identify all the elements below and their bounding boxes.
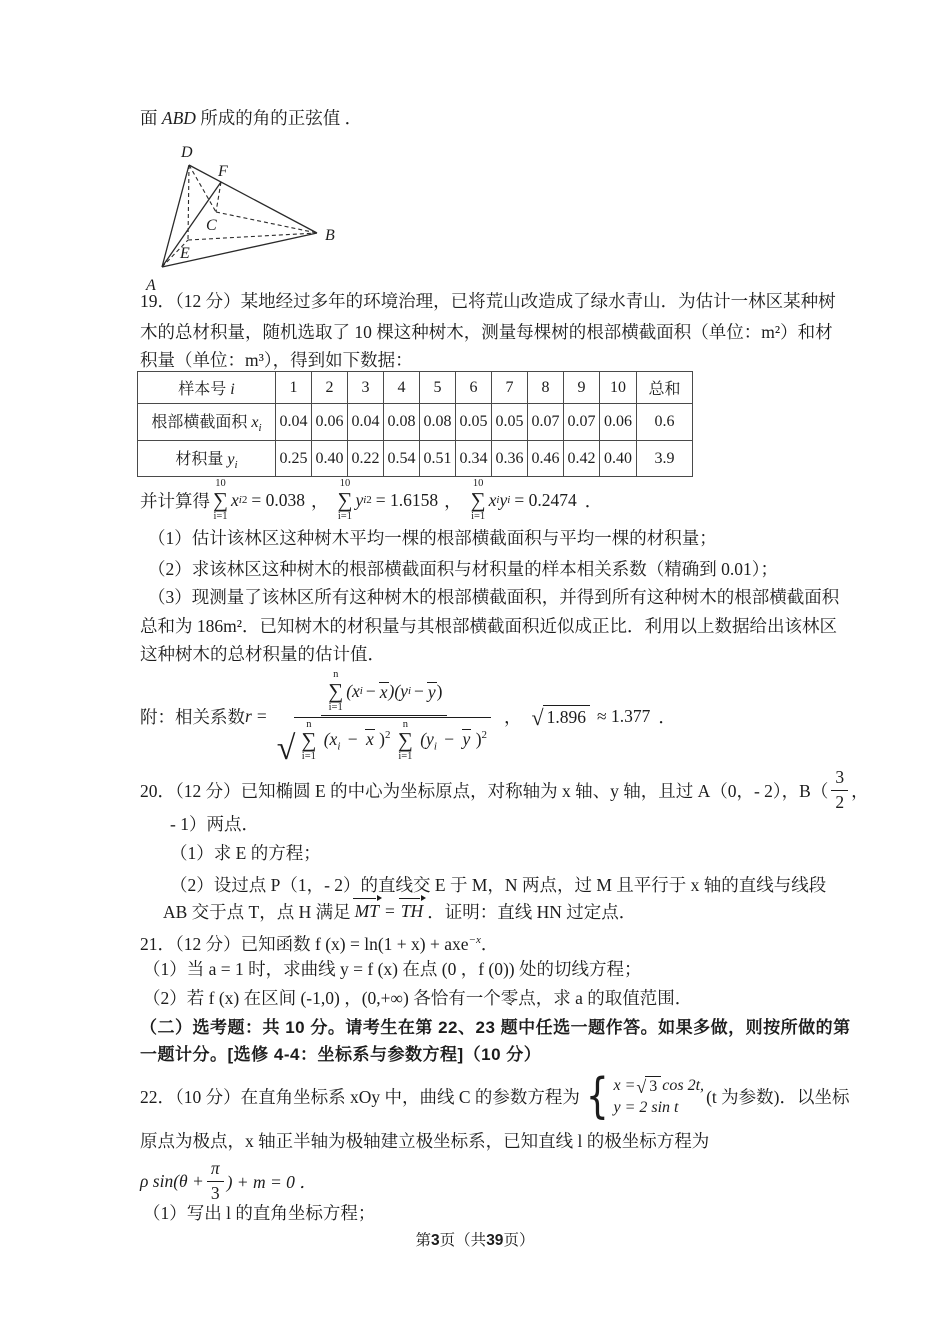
note-prefix: 附：相关系数 <box>140 706 245 727</box>
table-row-y <box>138 441 693 477</box>
sup-2: 2 <box>241 494 248 506</box>
sum-upper: n <box>402 718 408 730</box>
table-cell: 0.54 <box>384 441 420 477</box>
sup-2: 2 <box>481 728 488 741</box>
token: (y <box>420 728 434 749</box>
var-x: x <box>230 489 239 510</box>
sum-upper: 10 <box>472 477 484 489</box>
q22-stem-line-2: 原点为极点，x 轴正半轴为极轴建立极坐标系，已知直线 l 的极坐标方程为 <box>140 1131 710 1151</box>
header-line <box>140 107 362 130</box>
correlation-fraction <box>275 669 493 768</box>
period: ． <box>480 933 499 954</box>
sub-i: i <box>433 740 437 753</box>
minus: − <box>444 728 455 749</box>
q22-item-1: （1）写出 l 的直角坐标方程； <box>143 1203 376 1223</box>
table-cell: 0.42 <box>564 441 600 477</box>
table-cell: 0.40 <box>312 441 348 477</box>
fraction-pi-3 <box>207 1158 224 1205</box>
q20-stem-line-2: - 1）两点． <box>170 814 259 834</box>
q20-text: AB 交于点 T，点 H 满足 <box>163 901 351 922</box>
sqrt-group <box>532 705 590 728</box>
fraction-denominator: 3 <box>210 1182 220 1203</box>
sum-symbol <box>337 478 352 522</box>
q20-text: 20．（12 分）已知椭圆 E 的中心为坐标原点，对称轴为 x 轴、y 轴，且过 A（0，- 2），B（ <box>140 780 829 801</box>
ybar: y <box>462 728 471 749</box>
sum-lower: i=1 <box>213 510 228 522</box>
footer-text: 第 <box>415 1232 432 1249</box>
header-text-2: 所成的角的正弦值 ． <box>195 108 363 128</box>
comma: ， <box>504 706 522 727</box>
table-cell: 0.40 <box>600 441 637 477</box>
q19-item-1: （1）估计该林区这种树木平均一棵的根部横截面积与平均一棵的材积量； <box>148 528 717 548</box>
token: ) <box>436 680 443 701</box>
table-cell: 6 <box>456 372 492 404</box>
table-row-x <box>138 404 693 441</box>
radicand: 3 <box>645 1076 661 1096</box>
row-y-label: 材积量 <box>175 450 228 468</box>
sum-lower: i=1 <box>301 751 316 763</box>
radicand: 1.896 <box>543 705 590 728</box>
token: )(y <box>388 680 408 701</box>
fraction-denominator <box>275 716 493 768</box>
sum-symbol <box>471 478 486 522</box>
table-cell: 0.05 <box>492 404 528 441</box>
token: (x <box>346 680 360 701</box>
total-pages: 39 <box>486 1232 504 1249</box>
table-cell: 0.06 <box>312 404 348 441</box>
q21-item-2: （2）若 f (x) 在区间 (-1,0) ，(0,+∞) 各恰有一个零点，求 a 的取值范围． <box>143 988 693 1008</box>
table-cell: 0.34 <box>456 441 492 477</box>
fraction-numerator <box>321 669 446 715</box>
sum-upper: 10 <box>339 477 351 489</box>
sub-i: i <box>359 684 363 697</box>
figure-label-d: D <box>181 144 193 161</box>
var-x: x <box>488 489 497 510</box>
q20-item-2-cont <box>163 898 636 924</box>
row-x-sub: i <box>258 422 262 435</box>
table-cell: 1 <box>276 372 312 404</box>
q20-item-2: （2）设过点 P（1，- 2）的直线交 E 于 M，N 两点，过 M 且平行于 x 轴的直线与线段 <box>170 875 827 895</box>
equals: = <box>256 705 267 726</box>
period: ． <box>658 706 676 727</box>
table-cell: 0.08 <box>420 404 456 441</box>
table-cell: 10 <box>600 372 637 404</box>
token: x = <box>613 1076 636 1094</box>
section2-line-1: （二）选考题：共 10 分。请考生在第 22、23 题中任选一题作答。如果多做，则按所做的第 <box>140 1018 851 1037</box>
comma: ， <box>444 490 462 511</box>
sample-var: i <box>230 381 235 398</box>
q20-text: ．证明：直线 HN 过定点． <box>427 901 637 922</box>
radical-icon: √ <box>636 1077 647 1098</box>
sum-upper: n <box>333 669 339 681</box>
sub-i: i <box>407 684 412 697</box>
q21-item-1: （1）当 a = 1 时，求曲线 y = f (x) 在点 (0 ，f (0)) 处的切线方程； <box>143 959 642 979</box>
row-x-label: 根部横截面积 <box>151 414 252 432</box>
q19-item-3: （3）现测量了该林区所有这种树木的根部横截面积，并得到所有这种树木的根部横截面积 <box>148 587 840 607</box>
q22-text: 22．（10 分）在直角坐标系 xOy 中，曲线 C 的参数方程为 <box>140 1086 580 1107</box>
token: (x <box>323 728 338 749</box>
table-cell: 2 <box>312 372 348 404</box>
q22-text: (t 为参数)．以坐标 <box>706 1086 850 1107</box>
vector-th: TH <box>400 901 424 921</box>
table-cell: 0.06 <box>600 404 637 441</box>
page-number: 3 <box>431 1232 440 1249</box>
sigma-icon: ∑ <box>301 728 317 753</box>
radical-icon: √ <box>531 704 544 730</box>
table-cell: 0.6 <box>637 404 693 441</box>
token: cos 2t, <box>662 1076 705 1094</box>
sub-i: i <box>507 494 511 506</box>
q20-stem-line-1 <box>140 766 869 812</box>
table-cell: 3 <box>348 372 384 404</box>
figure-label-e: E <box>180 245 190 262</box>
xbar: x <box>379 681 388 702</box>
q21-stem <box>140 929 498 952</box>
sum-upper: n <box>306 718 312 730</box>
sup-negx: −x <box>468 934 481 946</box>
token: ) <box>379 728 385 749</box>
table-cell: 9 <box>564 372 600 404</box>
q22-polar-equation <box>140 1157 317 1203</box>
figure-label-a: A <box>146 277 156 294</box>
minus: − <box>414 680 424 701</box>
sub-i: i <box>363 494 367 506</box>
q19-sums-line <box>140 478 602 522</box>
table-cell: 0.04 <box>276 404 312 441</box>
sum-lower: i=1 <box>328 701 343 713</box>
q20-item-1: （1）求 E 的方程； <box>170 843 321 863</box>
var-r: r <box>245 705 252 726</box>
xbar: x <box>366 728 374 749</box>
figure-label-b: B <box>325 227 335 244</box>
figure-label-c: C <box>206 217 217 234</box>
table-cell: 0.36 <box>492 441 528 477</box>
approx-value: ≈ 1.377 <box>596 705 651 726</box>
table-cell: 0.07 <box>564 404 600 441</box>
q19-stem-line-1: 19．（12 分）某地经过多年的环境治理，已将荒山改造成了绿水青山．为估计一林区某种树 <box>140 291 836 311</box>
table-cell: 4 <box>384 372 420 404</box>
sum-lower: i=1 <box>471 510 486 522</box>
sub-i: i <box>337 740 341 753</box>
sqrt-group <box>276 717 491 768</box>
sum-upper: 10 <box>215 477 226 489</box>
table-cell: 0.22 <box>348 441 384 477</box>
var-y: y <box>355 489 364 510</box>
sigma-icon: ∑ <box>470 487 486 512</box>
brace-icon: { <box>585 1067 609 1124</box>
equals: = <box>384 900 395 921</box>
token: ) <box>475 728 482 749</box>
radicand <box>294 717 491 763</box>
fraction-3-2 <box>831 767 848 814</box>
sum-value-1: = 0.038 <box>251 489 305 510</box>
table-cell: 0.05 <box>456 404 492 441</box>
sum-symbol <box>301 719 316 763</box>
sup-2: 2 <box>366 494 372 506</box>
comma: ， <box>310 490 329 511</box>
footer-text: 页） <box>503 1232 535 1249</box>
ybar: y <box>427 681 436 702</box>
table-cell <box>138 372 276 404</box>
q19-item-3-end: 这种树木的总材积量的估计值． <box>140 644 385 664</box>
parametric-system <box>582 1067 705 1124</box>
table-cell: 0.25 <box>276 441 312 477</box>
sum-value-3: = 0.2474 <box>514 489 577 510</box>
header-abd: ABD <box>161 108 196 128</box>
table-cell: 5 <box>420 372 456 404</box>
table-cell: 总和 <box>637 372 693 404</box>
var-y: y <box>499 489 508 510</box>
sum-lower: i=1 <box>337 510 352 522</box>
table-cell: 0.08 <box>384 404 420 441</box>
sub-i: i <box>496 494 500 506</box>
q21-text: 21．（12 分）已知函数 f (x) = ln(1 + x) + axe <box>140 933 469 954</box>
q19-item-2: （2）求该林区这种树木的根部横截面积与材积量的样本相关系数（精确到 0.01）； <box>148 559 778 579</box>
table-cell: 3.9 <box>637 441 693 477</box>
minus: − <box>365 680 376 701</box>
sigma-icon: ∑ <box>213 487 228 512</box>
system-row-y: y = 2 sin t <box>613 1098 679 1116</box>
comma: ， <box>851 780 869 801</box>
table-cell <box>138 404 276 441</box>
table-header-row <box>138 372 693 404</box>
sub-i: i <box>238 494 242 506</box>
sum-symbol <box>398 719 413 763</box>
q22-stem-line-1 <box>140 1067 850 1124</box>
q19-data-table <box>137 371 693 477</box>
sum-symbol <box>328 669 343 713</box>
sum-symbol <box>213 478 228 522</box>
sup-2: 2 <box>385 728 391 741</box>
sigma-icon: ∑ <box>397 728 413 753</box>
table-cell: 7 <box>492 372 528 404</box>
table-cell: 0.46 <box>528 441 564 477</box>
system-row-x <box>613 1076 704 1096</box>
row-x-var: x <box>251 414 259 432</box>
fraction-denominator: 2 <box>835 791 845 812</box>
sigma-icon: ∑ <box>328 678 344 703</box>
figure-label-f: F <box>218 163 228 180</box>
table-cell <box>138 441 276 477</box>
row-y-var: y <box>227 450 235 468</box>
table-cell: 8 <box>528 372 564 404</box>
q19-stem-line-2: 木的总材积量，随机选取了 10 棵这种树木，测量每棵树的根部横截面积（单位：m²）和材 <box>140 322 833 342</box>
token: ) + m = 0 ． <box>226 1171 317 1192</box>
sum-value-2: = 1.6158 <box>375 489 439 510</box>
sums-prefix: 并计算得 <box>140 490 210 511</box>
tetrahedron-figure <box>140 140 352 295</box>
system-rows <box>613 1076 704 1117</box>
page-footer <box>0 1228 950 1250</box>
sample-label: 样本号 <box>178 381 231 398</box>
fraction-numerator: π <box>207 1158 224 1182</box>
token: ρ sin(θ + <box>140 1170 204 1191</box>
fraction-numerator: 3 <box>831 767 848 791</box>
table-cell: 0.04 <box>348 404 384 441</box>
period: ． <box>584 490 603 511</box>
table-cell: 0.07 <box>528 404 564 441</box>
q19-item-3-cont: 总和为 186m²．已知树木的材积量与其根部横截面积近似成正比．利用以上数据给出该林区 <box>140 616 837 636</box>
table-cell: 0.51 <box>420 441 456 477</box>
minus: − <box>347 728 358 749</box>
footer-text: 页（共 <box>439 1232 487 1249</box>
sigma-icon: ∑ <box>337 487 353 512</box>
radical-icon: √ <box>276 730 296 768</box>
row-y-sub: i <box>234 459 238 472</box>
q19-note-formula <box>140 666 676 766</box>
q19-stem-line-3: 积量（单位：m³），得到如下数据： <box>140 350 413 370</box>
vector-mt: MT <box>354 901 379 921</box>
section2-line-2: 一题计分。[选修 4-4：坐标系与参数方程]（10 分） <box>140 1045 542 1064</box>
header-text: 面 <box>140 108 162 128</box>
sqrt-group <box>636 1076 661 1096</box>
sum-lower: i=1 <box>398 751 413 763</box>
